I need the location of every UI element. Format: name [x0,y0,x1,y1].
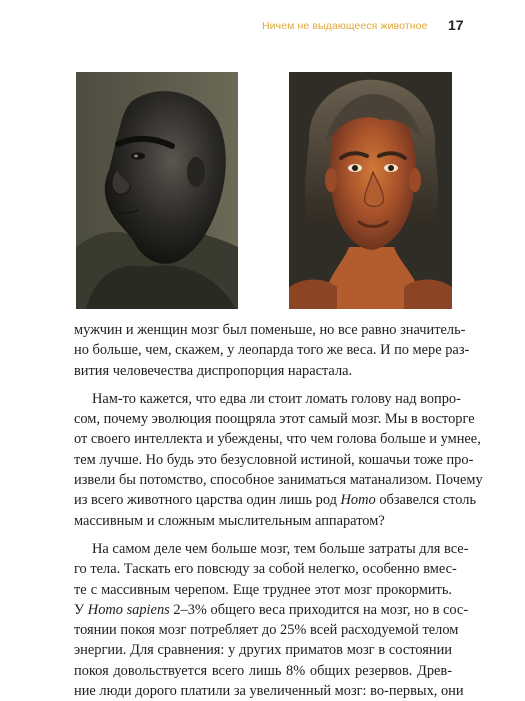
paragraph-gap [74,531,452,539]
hominid-bust-photo [76,72,238,309]
paragraph [74,320,470,381]
text-line: из всего животного царства один лишь род Homo обзавелся столь [74,492,477,509]
text-line: тоянии покоя мозг потребляет до 25% всей расходуемой телом [74,622,459,639]
text-line: ние люди дорого платили за увеличенный мозг: во-первых, они [74,683,464,700]
text-line: Нам-то кажется, что едва ли стоит ломать голову над вопро- [92,390,461,407]
text-line: сом, почему эволюция поощряла этот самый мозг. Мы в восторге [74,411,475,428]
text-line: На самом деле чем больше мозг, тем больше затраты для все- [92,540,469,557]
latin-term: Homo sapiens [87,601,170,618]
text-line: но больше, чем, скажем, у леопарда того же веса. И по мере раз- [74,342,470,359]
page-number: 17 [448,17,464,33]
text-line: го тела. Таскать его повсюду за собой нелегко, особенно вмес- [74,561,457,578]
text-line: вития человечества диспропорция нарастала. [74,362,353,379]
text-line: массивным и сложным мыслительным аппаратом? [74,512,385,529]
paragraph-gap [74,381,452,389]
text-line: от своего интеллекта и убеждены, что чем голова больше и умнее, [74,431,481,448]
neanderthal-reconstruction-photo [289,72,452,309]
text-line: те с массивным черепом. Еще труднее этот мозг прокормить. [74,581,452,598]
text-line: энергии. Для сравнения: у других приматов мозг в состоянии [74,642,452,659]
body-text [74,320,483,701]
text-line: У Homo sapiens 2–3% общего веса приходится на мозг, но в сос- [74,601,469,618]
paragraph [74,389,483,531]
text-line: извели бы потомство, способное заниматься матанализом. Почему [74,472,483,489]
paragraph [74,539,469,701]
text-line: покоя довольствуется всего лишь 8% общих резервов. Древ- [74,662,452,679]
text-line: тем лучше. Но будь это безусловной истиной, кошачьи тоже про- [74,451,474,468]
text-line: мужчин и женщин мозг был поменьше, но все равно значитель- [74,322,466,338]
running-head: Ничем не выдающееся животное [262,20,428,32]
page-header [0,16,525,40]
latin-term: Homo [340,492,376,509]
